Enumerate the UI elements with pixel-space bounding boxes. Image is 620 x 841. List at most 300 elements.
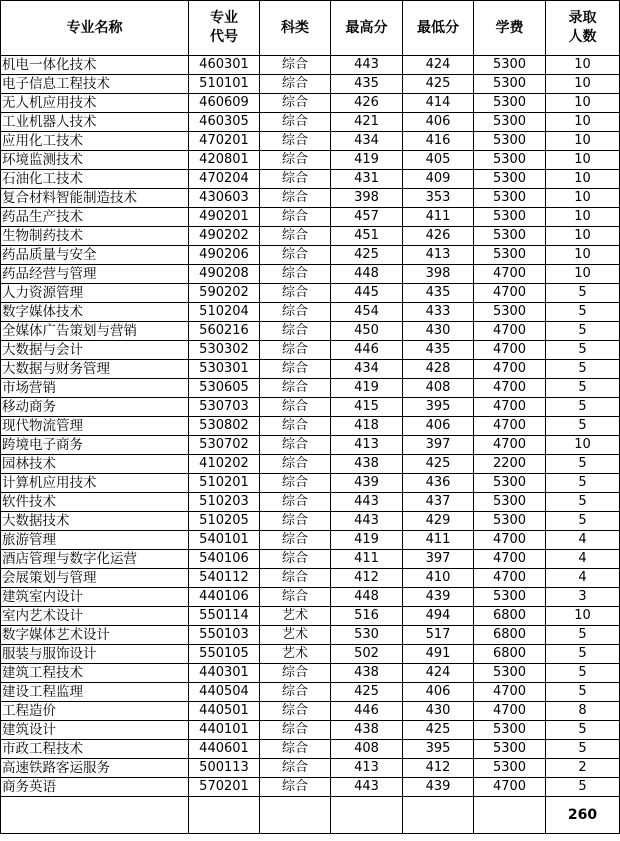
cell-category: 综合 <box>260 512 331 531</box>
cell-max-score: 443 <box>331 512 403 531</box>
cell-admitted: 10 <box>546 436 620 455</box>
cell-fee: 4700 <box>474 569 546 588</box>
cell-name: 全媒体广告策划与营销 <box>1 322 189 341</box>
cell-name: 移动商务 <box>1 398 189 417</box>
cell-category: 艺术 <box>260 626 331 645</box>
cell-code: 440106 <box>189 588 260 607</box>
cell-name: 商务英语 <box>1 778 189 797</box>
cell-code: 460305 <box>189 113 260 132</box>
cell-fee: 5300 <box>474 132 546 151</box>
cell-name: 人力资源管理 <box>1 284 189 303</box>
cell-min-score: 430 <box>403 702 474 721</box>
cell-category: 综合 <box>260 246 331 265</box>
table-row <box>1 645 620 664</box>
cell-max-score: 451 <box>331 227 403 246</box>
cell-min-score: 439 <box>403 778 474 797</box>
cell-fee: 4700 <box>474 322 546 341</box>
cell-fee: 4700 <box>474 702 546 721</box>
cell-admitted: 5 <box>546 512 620 531</box>
cell-min-score: 433 <box>403 303 474 322</box>
header-name: 专业名称 <box>1 1 189 56</box>
table-row <box>1 550 620 569</box>
total-spacer <box>189 797 260 834</box>
table-row <box>1 56 620 75</box>
cell-admitted: 8 <box>546 702 620 721</box>
cell-code: 490201 <box>189 208 260 227</box>
cell-max-score: 411 <box>331 550 403 569</box>
cell-admitted: 10 <box>546 75 620 94</box>
cell-admitted: 4 <box>546 569 620 588</box>
cell-code: 550105 <box>189 645 260 664</box>
cell-min-score: 436 <box>403 474 474 493</box>
cell-name: 软件技术 <box>1 493 189 512</box>
cell-min-score: 405 <box>403 151 474 170</box>
cell-fee: 6800 <box>474 626 546 645</box>
cell-fee: 4700 <box>474 436 546 455</box>
table-row <box>1 493 620 512</box>
cell-max-score: 443 <box>331 56 403 75</box>
cell-admitted: 5 <box>546 303 620 322</box>
cell-admitted: 5 <box>546 284 620 303</box>
cell-fee: 5300 <box>474 246 546 265</box>
cell-name: 大数据与会计 <box>1 341 189 360</box>
cell-min-score: 398 <box>403 265 474 284</box>
table-row <box>1 759 620 778</box>
cell-code: 440101 <box>189 721 260 740</box>
table-row <box>1 721 620 740</box>
cell-category: 综合 <box>260 531 331 550</box>
cell-min-score: 397 <box>403 436 474 455</box>
cell-fee: 4700 <box>474 550 546 569</box>
cell-min-score: 428 <box>403 360 474 379</box>
header-row <box>1 1 620 56</box>
cell-category: 综合 <box>260 550 331 569</box>
cell-fee: 5300 <box>474 208 546 227</box>
cell-min-score: 429 <box>403 512 474 531</box>
cell-max-score: 412 <box>331 569 403 588</box>
cell-name: 大数据与财务管理 <box>1 360 189 379</box>
cell-admitted: 5 <box>546 341 620 360</box>
table-row <box>1 455 620 474</box>
table-row <box>1 303 620 322</box>
cell-name: 工程造价 <box>1 702 189 721</box>
cell-max-score: 438 <box>331 455 403 474</box>
cell-name: 大数据技术 <box>1 512 189 531</box>
total-row <box>1 797 620 834</box>
table-row <box>1 208 620 227</box>
cell-admitted: 10 <box>546 94 620 113</box>
cell-category: 综合 <box>260 341 331 360</box>
header-fee: 学费 <box>474 1 546 56</box>
cell-admitted: 10 <box>546 170 620 189</box>
cell-max-score: 426 <box>331 94 403 113</box>
cell-name: 药品生产技术 <box>1 208 189 227</box>
cell-admitted: 5 <box>546 740 620 759</box>
cell-code: 540106 <box>189 550 260 569</box>
cell-max-score: 425 <box>331 683 403 702</box>
cell-admitted: 10 <box>546 189 620 208</box>
header-admitted: 录取 人数 <box>546 1 620 56</box>
cell-code: 430603 <box>189 189 260 208</box>
cell-min-score: 494 <box>403 607 474 626</box>
cell-min-score: 426 <box>403 227 474 246</box>
header-max-score: 最高分 <box>331 1 403 56</box>
cell-max-score: 438 <box>331 664 403 683</box>
table-row <box>1 569 620 588</box>
cell-category: 综合 <box>260 94 331 113</box>
cell-fee: 5300 <box>474 189 546 208</box>
table-row <box>1 284 620 303</box>
cell-min-score: 439 <box>403 588 474 607</box>
cell-category: 综合 <box>260 379 331 398</box>
cell-category: 综合 <box>260 759 331 778</box>
cell-code: 510201 <box>189 474 260 493</box>
cell-name: 市政工程技术 <box>1 740 189 759</box>
cell-code: 420801 <box>189 151 260 170</box>
cell-category: 综合 <box>260 189 331 208</box>
cell-category: 综合 <box>260 132 331 151</box>
table-row <box>1 113 620 132</box>
table-row <box>1 512 620 531</box>
cell-code: 590202 <box>189 284 260 303</box>
cell-admitted: 10 <box>546 113 620 132</box>
cell-name: 计算机应用技术 <box>1 474 189 493</box>
cell-admitted: 5 <box>546 398 620 417</box>
cell-name: 建设工程监理 <box>1 683 189 702</box>
cell-min-score: 411 <box>403 208 474 227</box>
table-row <box>1 607 620 626</box>
cell-fee: 6800 <box>474 645 546 664</box>
cell-max-score: 530 <box>331 626 403 645</box>
cell-fee: 5300 <box>474 512 546 531</box>
cell-max-score: 438 <box>331 721 403 740</box>
cell-name: 数字媒体技术 <box>1 303 189 322</box>
cell-fee: 5300 <box>474 227 546 246</box>
cell-category: 综合 <box>260 398 331 417</box>
cell-min-score: 410 <box>403 569 474 588</box>
cell-min-score: 395 <box>403 398 474 417</box>
cell-min-score: 425 <box>403 75 474 94</box>
cell-fee: 5300 <box>474 56 546 75</box>
cell-name: 建筑工程技术 <box>1 664 189 683</box>
table-row <box>1 170 620 189</box>
cell-max-score: 443 <box>331 493 403 512</box>
cell-code: 570201 <box>189 778 260 797</box>
cell-code: 530302 <box>189 341 260 360</box>
cell-category: 综合 <box>260 56 331 75</box>
cell-code: 490202 <box>189 227 260 246</box>
cell-category: 综合 <box>260 75 331 94</box>
cell-min-score: 409 <box>403 170 474 189</box>
cell-category: 艺术 <box>260 607 331 626</box>
cell-max-score: 419 <box>331 531 403 550</box>
cell-category: 综合 <box>260 569 331 588</box>
cell-code: 530702 <box>189 436 260 455</box>
cell-max-score: 425 <box>331 246 403 265</box>
cell-category: 综合 <box>260 721 331 740</box>
cell-min-score: 517 <box>403 626 474 645</box>
cell-fee: 5300 <box>474 493 546 512</box>
cell-code: 550103 <box>189 626 260 645</box>
table-row <box>1 531 620 550</box>
cell-max-score: 419 <box>331 151 403 170</box>
cell-max-score: 434 <box>331 360 403 379</box>
cell-category: 综合 <box>260 702 331 721</box>
cell-code: 510204 <box>189 303 260 322</box>
cell-admitted: 10 <box>546 265 620 284</box>
cell-min-score: 406 <box>403 683 474 702</box>
cell-name: 石油化工技术 <box>1 170 189 189</box>
cell-fee: 6800 <box>474 607 546 626</box>
cell-fee: 5300 <box>474 740 546 759</box>
cell-min-score: 416 <box>403 132 474 151</box>
cell-admitted: 2 <box>546 759 620 778</box>
cell-max-score: 450 <box>331 322 403 341</box>
cell-code: 440601 <box>189 740 260 759</box>
cell-code: 440301 <box>189 664 260 683</box>
cell-max-score: 415 <box>331 398 403 417</box>
cell-admitted: 10 <box>546 151 620 170</box>
cell-admitted: 5 <box>546 455 620 474</box>
cell-min-score: 353 <box>403 189 474 208</box>
cell-max-score: 502 <box>331 645 403 664</box>
cell-category: 综合 <box>260 455 331 474</box>
table-row <box>1 379 620 398</box>
cell-fee: 4700 <box>474 398 546 417</box>
cell-code: 530802 <box>189 417 260 436</box>
cell-max-score: 445 <box>331 284 403 303</box>
cell-fee: 5300 <box>474 588 546 607</box>
cell-max-score: 457 <box>331 208 403 227</box>
table-row <box>1 360 620 379</box>
table-row <box>1 474 620 493</box>
cell-fee: 5300 <box>474 151 546 170</box>
cell-code: 530605 <box>189 379 260 398</box>
table-row <box>1 132 620 151</box>
cell-min-score: 491 <box>403 645 474 664</box>
cell-code: 500113 <box>189 759 260 778</box>
cell-admitted: 5 <box>546 360 620 379</box>
cell-name: 数字媒体艺术设计 <box>1 626 189 645</box>
cell-admitted: 5 <box>546 645 620 664</box>
cell-admitted: 5 <box>546 493 620 512</box>
cell-max-score: 413 <box>331 436 403 455</box>
cell-name: 环境监测技术 <box>1 151 189 170</box>
cell-category: 综合 <box>260 170 331 189</box>
cell-min-score: 435 <box>403 341 474 360</box>
table-row <box>1 588 620 607</box>
cell-min-score: 425 <box>403 721 474 740</box>
cell-name: 应用化工技术 <box>1 132 189 151</box>
total-admitted: 260 <box>546 797 620 834</box>
cell-max-score: 448 <box>331 265 403 284</box>
cell-code: 440501 <box>189 702 260 721</box>
cell-max-score: 446 <box>331 702 403 721</box>
header-code: 专业 代号 <box>189 1 260 56</box>
cell-category: 综合 <box>260 436 331 455</box>
cell-category: 综合 <box>260 284 331 303</box>
cell-fee: 4700 <box>474 417 546 436</box>
cell-name: 市场营销 <box>1 379 189 398</box>
cell-admitted: 3 <box>546 588 620 607</box>
cell-min-score: 424 <box>403 664 474 683</box>
cell-admitted: 10 <box>546 132 620 151</box>
cell-fee: 5300 <box>474 75 546 94</box>
table-row <box>1 417 620 436</box>
cell-admitted: 5 <box>546 778 620 797</box>
table-row <box>1 322 620 341</box>
cell-name: 电子信息工程技术 <box>1 75 189 94</box>
cell-fee: 5300 <box>474 759 546 778</box>
cell-fee: 5300 <box>474 170 546 189</box>
table-row <box>1 265 620 284</box>
cell-admitted: 10 <box>546 246 620 265</box>
cell-category: 综合 <box>260 303 331 322</box>
cell-admitted: 5 <box>546 379 620 398</box>
cell-name: 无人机应用技术 <box>1 94 189 113</box>
cell-fee: 5300 <box>474 113 546 132</box>
cell-max-score: 435 <box>331 75 403 94</box>
cell-max-score: 443 <box>331 778 403 797</box>
cell-name: 旅游管理 <box>1 531 189 550</box>
cell-max-score: 413 <box>331 759 403 778</box>
cell-name: 现代物流管理 <box>1 417 189 436</box>
cell-max-score: 421 <box>331 113 403 132</box>
cell-code: 410202 <box>189 455 260 474</box>
cell-min-score: 411 <box>403 531 474 550</box>
cell-max-score: 439 <box>331 474 403 493</box>
cell-admitted: 4 <box>546 550 620 569</box>
cell-min-score: 437 <box>403 493 474 512</box>
cell-name: 生物制药技术 <box>1 227 189 246</box>
cell-code: 470204 <box>189 170 260 189</box>
cell-fee: 4700 <box>474 341 546 360</box>
cell-fee: 5300 <box>474 94 546 113</box>
cell-admitted: 10 <box>546 607 620 626</box>
table-row <box>1 436 620 455</box>
cell-name: 室内艺术设计 <box>1 607 189 626</box>
cell-min-score: 395 <box>403 740 474 759</box>
cell-name: 服装与服饰设计 <box>1 645 189 664</box>
cell-fee: 4700 <box>474 778 546 797</box>
cell-fee: 4700 <box>474 531 546 550</box>
cell-min-score: 424 <box>403 56 474 75</box>
cell-code: 560216 <box>189 322 260 341</box>
table-row <box>1 246 620 265</box>
cell-min-score: 435 <box>403 284 474 303</box>
cell-admitted: 4 <box>546 531 620 550</box>
cell-min-score: 406 <box>403 113 474 132</box>
cell-max-score: 434 <box>331 132 403 151</box>
cell-min-score: 430 <box>403 322 474 341</box>
table-row <box>1 778 620 797</box>
cell-fee: 5300 <box>474 721 546 740</box>
total-spacer <box>403 797 474 834</box>
cell-category: 综合 <box>260 360 331 379</box>
cell-category: 综合 <box>260 664 331 683</box>
cell-code: 510203 <box>189 493 260 512</box>
table-row <box>1 341 620 360</box>
total-spacer <box>1 797 189 834</box>
cell-max-score: 516 <box>331 607 403 626</box>
cell-fee: 5300 <box>474 303 546 322</box>
table-row <box>1 189 620 208</box>
cell-code: 550114 <box>189 607 260 626</box>
cell-fee: 5300 <box>474 474 546 493</box>
cell-category: 综合 <box>260 208 331 227</box>
cell-min-score: 425 <box>403 455 474 474</box>
cell-category: 综合 <box>260 417 331 436</box>
cell-category: 综合 <box>260 474 331 493</box>
cell-max-score: 454 <box>331 303 403 322</box>
cell-category: 综合 <box>260 588 331 607</box>
table-row <box>1 702 620 721</box>
cell-admitted: 5 <box>546 322 620 341</box>
cell-code: 490208 <box>189 265 260 284</box>
total-spacer <box>260 797 331 834</box>
cell-category: 综合 <box>260 113 331 132</box>
cell-admitted: 5 <box>546 417 620 436</box>
cell-admitted: 5 <box>546 721 620 740</box>
cell-code: 440504 <box>189 683 260 702</box>
header-min-score: 最低分 <box>403 1 474 56</box>
cell-min-score: 406 <box>403 417 474 436</box>
cell-admitted: 10 <box>546 56 620 75</box>
total-spacer <box>331 797 403 834</box>
cell-name: 跨境电子商务 <box>1 436 189 455</box>
cell-fee: 4700 <box>474 284 546 303</box>
cell-admitted: 5 <box>546 683 620 702</box>
cell-name: 建筑设计 <box>1 721 189 740</box>
cell-name: 机电一体化技术 <box>1 56 189 75</box>
cell-max-score: 431 <box>331 170 403 189</box>
cell-admitted: 5 <box>546 626 620 645</box>
cell-category: 综合 <box>260 265 331 284</box>
cell-name: 药品质量与安全 <box>1 246 189 265</box>
cell-min-score: 408 <box>403 379 474 398</box>
cell-code: 540101 <box>189 531 260 550</box>
cell-fee: 4700 <box>474 360 546 379</box>
cell-category: 综合 <box>260 683 331 702</box>
table-row <box>1 151 620 170</box>
cell-code: 540112 <box>189 569 260 588</box>
cell-category: 综合 <box>260 493 331 512</box>
cell-code: 530703 <box>189 398 260 417</box>
cell-name: 园林技术 <box>1 455 189 474</box>
table-row <box>1 664 620 683</box>
cell-fee: 4700 <box>474 379 546 398</box>
cell-category: 艺术 <box>260 645 331 664</box>
cell-category: 综合 <box>260 778 331 797</box>
cell-fee: 5300 <box>474 664 546 683</box>
cell-name: 高速铁路客运服务 <box>1 759 189 778</box>
cell-name: 建筑室内设计 <box>1 588 189 607</box>
cell-min-score: 412 <box>403 759 474 778</box>
cell-fee: 4700 <box>474 683 546 702</box>
cell-code: 530301 <box>189 360 260 379</box>
cell-max-score: 448 <box>331 588 403 607</box>
cell-name: 酒店管理与数字化运营 <box>1 550 189 569</box>
cell-category: 综合 <box>260 227 331 246</box>
cell-max-score: 418 <box>331 417 403 436</box>
cell-code: 510205 <box>189 512 260 531</box>
table-row <box>1 398 620 417</box>
table-row <box>1 683 620 702</box>
cell-code: 470201 <box>189 132 260 151</box>
cell-category: 综合 <box>260 740 331 759</box>
cell-name: 工业机器人技术 <box>1 113 189 132</box>
table-row <box>1 75 620 94</box>
